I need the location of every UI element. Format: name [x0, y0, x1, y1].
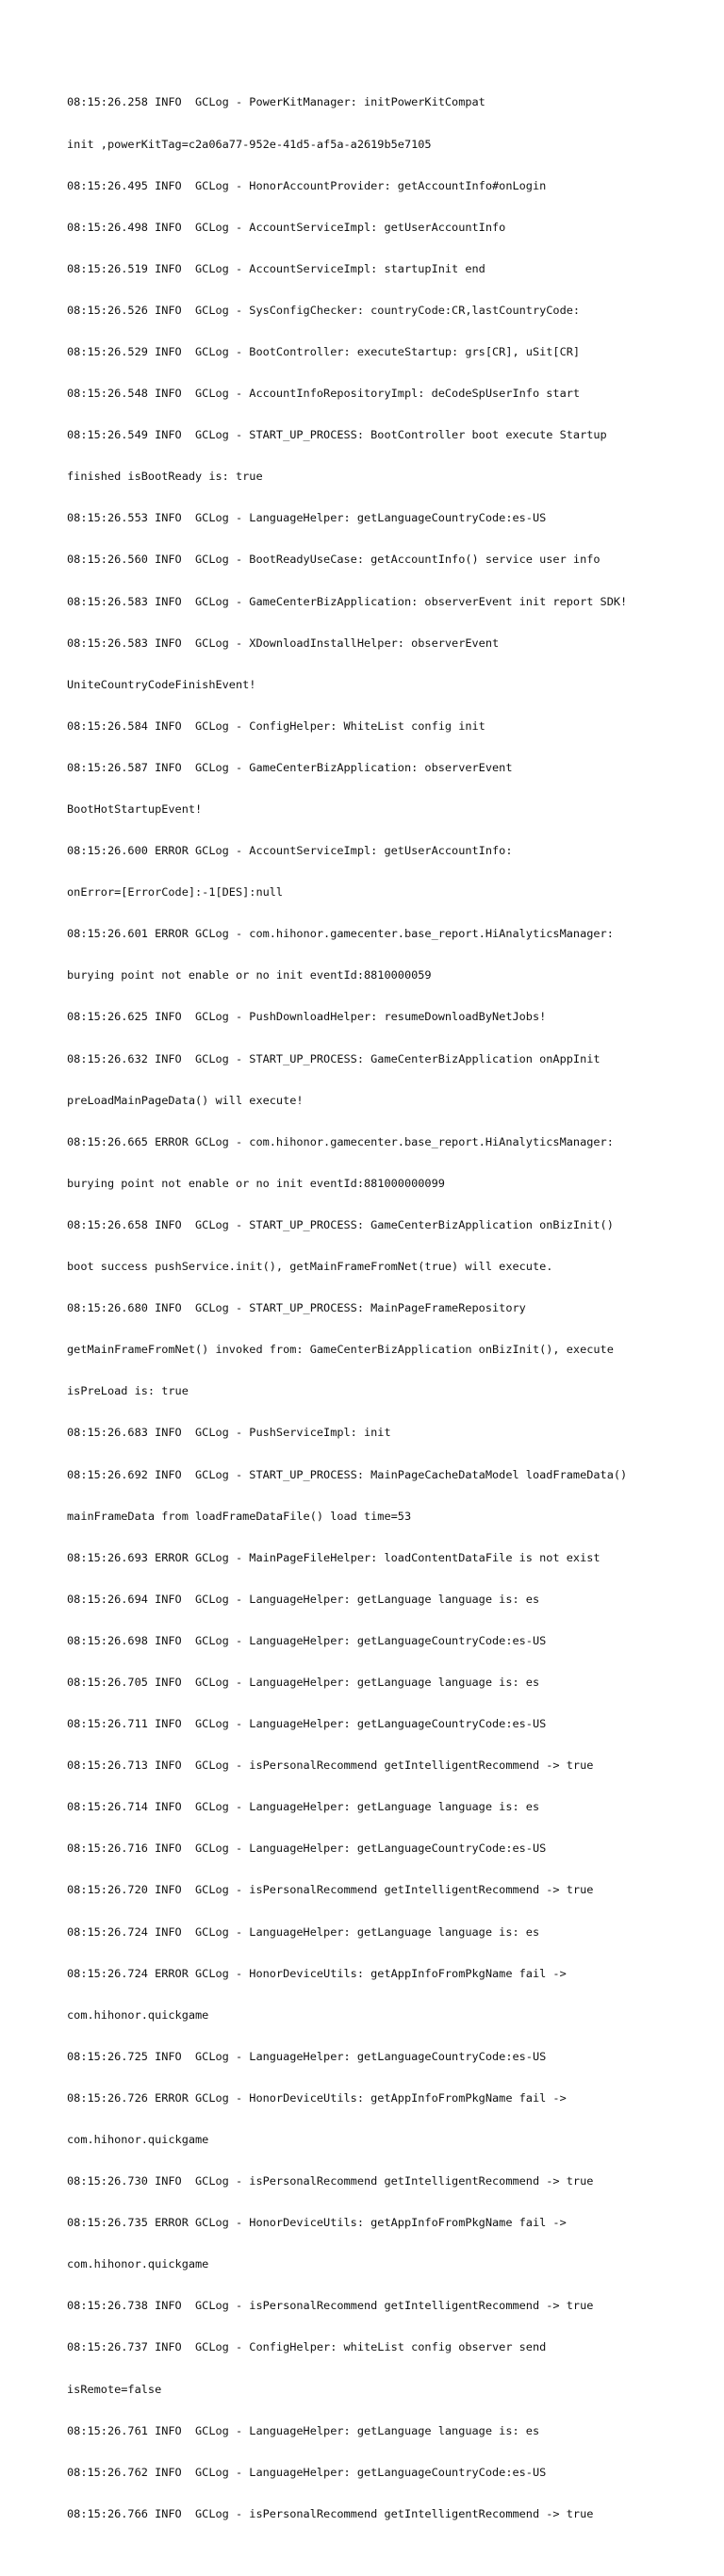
log-line: mainFrameData from loadFrameDataFile() load time=53 — [67, 1509, 412, 1523]
log-line: 08:15:26.625 INFO GCLog - PushDownloadHelper: resumeDownloadByNetJobs! — [67, 1010, 547, 1024]
log-line: isPreLoad is: true — [67, 1384, 189, 1398]
log-line: 08:15:26.600 ERROR GCLog - AccountServiceImpl: getUserAccountInfo: — [67, 844, 513, 858]
log-line: com.hihonor.quickgame — [67, 2257, 209, 2271]
log-line: 08:15:26.258 INFO GCLog - PowerKitManager: initPowerKitCompat — [67, 95, 485, 109]
log-line: onError=[ErrorCode]:-1[DES]:null — [67, 885, 284, 900]
log-line: 08:15:26.526 INFO GCLog - SysConfigChecker: countryCode:CR,lastCountryCode: — [67, 303, 581, 317]
log-line: 08:15:26.737 INFO GCLog - ConfigHelper: whiteList config observer send — [67, 2340, 547, 2354]
log-line: 08:15:26.601 ERROR GCLog - com.hihonor.gamecenter.base_report.HiAnalyticsManager: — [67, 927, 614, 941]
log-line: 08:15:26.714 INFO GCLog - LanguageHelper: getLanguage language is: es — [67, 1800, 540, 1814]
log-line: 08:15:26.694 INFO GCLog - LanguageHelper: getLanguage language is: es — [67, 1592, 540, 1606]
log-line: 08:15:26.632 INFO GCLog - START_UP_PROCESS: GameCenterBizApplication onAppInit — [67, 1051, 601, 1065]
log-line: 08:15:26.698 INFO GCLog - LanguageHelper: getLanguageCountryCode:es-US — [67, 1633, 547, 1647]
log-line: 08:15:26.553 INFO GCLog - LanguageHelper: getLanguageCountryCode:es-US — [67, 511, 547, 525]
log-line: 08:15:26.705 INFO GCLog - LanguageHelper: getLanguage language is: es — [67, 1675, 540, 1689]
log-line: 08:15:26.713 INFO GCLog - isPersonalRecommend getIntelligentRecommend -> true — [67, 1759, 594, 1773]
log-line: 08:15:26.711 INFO GCLog - LanguageHelper: getLanguageCountryCode:es-US — [67, 1717, 547, 1731]
log-line — [67, 2549, 689, 2563]
log-line: 08:15:26.583 INFO GCLog - GameCenterBizApplication: observerEvent init report SDK! — [67, 594, 628, 608]
log-line: finished isBootReady is: true — [67, 470, 263, 484]
log-line: 08:15:26.529 INFO GCLog - BootController: executeStartup: grs[CR], uSit[CR] — [67, 344, 581, 358]
log-line: 08:15:26.761 INFO GCLog - LanguageHelper: getLanguage language is: es — [67, 2423, 540, 2437]
log-line: isRemote=false — [67, 2382, 162, 2396]
log-line: 08:15:26.692 INFO GCLog - START_UP_PROCESS: MainPageCacheDataModel loadFrameData() — [67, 1467, 628, 1481]
log-line: 08:15:26.720 INFO GCLog - isPersonalRecommend getIntelligentRecommend -> true — [67, 1883, 594, 1897]
log-line: com.hihonor.quickgame — [67, 2133, 209, 2146]
log-line: burying point not enable or no init eventId:8810000059 — [67, 968, 432, 983]
log-line: 08:15:26.548 INFO GCLog - AccountInfoRepositoryImpl: deCodeSpUserInfo start — [67, 387, 581, 401]
log-line: 08:15:26.584 INFO GCLog - ConfigHelper: WhiteList config init — [67, 718, 485, 733]
log-line: com.hihonor.quickgame — [67, 2007, 209, 2022]
log-line: 08:15:26.658 INFO GCLog - START_UP_PROCESS: GameCenterBizApplication onBizInit() — [67, 1217, 614, 1231]
log-line: 08:15:26.735 ERROR GCLog - HonorDeviceUtils: getAppInfoFromPkgName fail -> — [67, 2216, 567, 2230]
log-line: 08:15:26.665 ERROR GCLog - com.hihonor.gamecenter.base_report.HiAnalyticsManager: — [67, 1134, 614, 1148]
log-line: 08:15:26.498 INFO GCLog - AccountServiceImpl: getUserAccountInfo — [67, 220, 506, 234]
log-line: 08:15:26.587 INFO GCLog - GameCenterBizApplication: observerEvent — [67, 760, 513, 774]
log-line: 08:15:26.724 ERROR GCLog - HonorDeviceUtils: getAppInfoFromPkgName fail -> — [67, 1966, 567, 1980]
log-line: 08:15:26.738 INFO GCLog - isPersonalRecommend getIntelligentRecommend -> true — [67, 2299, 594, 2313]
log-line: 08:15:26.519 INFO GCLog - AccountServiceImpl: startupInit end — [67, 261, 485, 275]
log-line: UniteCountryCodeFinishEvent! — [67, 677, 256, 691]
log-line: 08:15:26.495 INFO GCLog - HonorAccountProvider: getAccountInfo#onLogin — [67, 178, 547, 192]
log-line: 08:15:26.724 INFO GCLog - LanguageHelper: getLanguage language is: es — [67, 1924, 540, 1939]
log-text-block — [67, 68, 689, 2576]
log-line: 08:15:26.730 INFO GCLog - isPersonalRecommend getIntelligentRecommend -> true — [67, 2174, 594, 2188]
log-line: 08:15:26.560 INFO GCLog - BootReadyUseCase: getAccountInfo() service user info — [67, 553, 601, 567]
log-line: 08:15:26.725 INFO GCLog - LanguageHelper: getLanguageCountryCode:es-US — [67, 2049, 547, 2063]
log-line: 08:15:26.716 INFO GCLog - LanguageHelper: getLanguageCountryCode:es-US — [67, 1841, 547, 1856]
log-line: 08:15:26.766 INFO GCLog - isPersonalRecommend getIntelligentRecommend -> true — [67, 2506, 594, 2520]
log-line: boot success pushService.init(), getMainFrameFromNet(true) will execute. — [67, 1260, 553, 1274]
log-line: 08:15:26.762 INFO GCLog - LanguageHelper: getLanguageCountryCode:es-US — [67, 2465, 547, 2479]
log-line: BootHotStartupEvent! — [67, 802, 203, 816]
log-line: burying point not enable or no init eventId:881000000099 — [67, 1176, 445, 1190]
log-line: 08:15:26.583 INFO GCLog - XDownloadInstallHelper: observerEvent — [67, 636, 500, 650]
log-line: getMainFrameFromNet() invoked from: GameCenterBizApplication onBizInit(), execute — [67, 1343, 614, 1357]
log-line: 08:15:26.683 INFO GCLog - PushServiceImpl: init — [67, 1426, 391, 1440]
log-line: 08:15:26.549 INFO GCLog - START_UP_PROCESS: BootController boot execute Startup — [67, 428, 607, 442]
log-line: 08:15:26.680 INFO GCLog - START_UP_PROCESS: MainPageFrameRepository — [67, 1301, 526, 1315]
log-line: 08:15:26.693 ERROR GCLog - MainPageFileHelper: loadContentDataFile is not exist — [67, 1550, 601, 1564]
log-line: 08:15:26.726 ERROR GCLog - HonorDeviceUtils: getAppInfoFromPkgName fail -> — [67, 2090, 567, 2105]
log-line: init ,powerKitTag=c2a06a77-952e-41d5-af5a-a2619b5e7105 — [67, 137, 432, 151]
log-line: preLoadMainPageData() will execute! — [67, 1093, 304, 1107]
